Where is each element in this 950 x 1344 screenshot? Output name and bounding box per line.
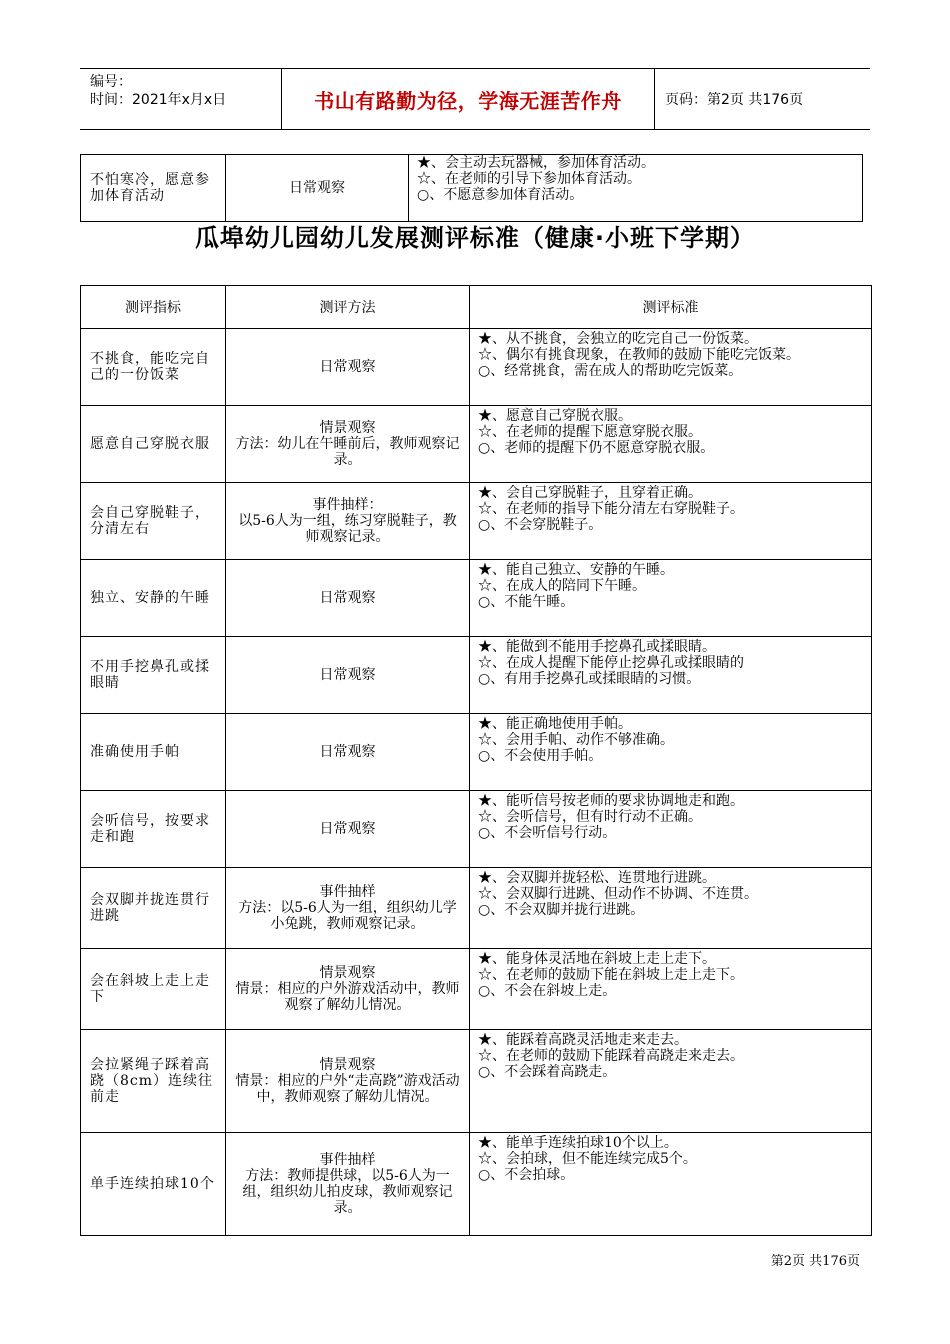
document-number-label: 编号： bbox=[90, 74, 132, 90]
table-row bbox=[81, 791, 872, 868]
table-row bbox=[81, 949, 872, 1030]
table-row bbox=[81, 406, 872, 483]
evaluation-table bbox=[80, 285, 872, 1236]
method-cell: 情景观察 情景：相应的户外游戏活动中，教师观察了解幼儿情况。 bbox=[226, 949, 470, 1030]
standard-line: ★、能自己独立、安静的午睡。 bbox=[478, 562, 674, 578]
table-row bbox=[81, 1133, 872, 1236]
page-footer: 第2页 共176页 bbox=[770, 1254, 860, 1269]
indicator-cell: 准确使用手帕 bbox=[81, 714, 226, 791]
indicator-cell: 单手连续拍球10个 bbox=[81, 1133, 226, 1236]
table-row bbox=[81, 637, 872, 714]
standard-line: ○、不会双脚并拢行进跳。 bbox=[478, 902, 645, 918]
table-row bbox=[81, 560, 872, 637]
standard-cell bbox=[470, 560, 872, 637]
table-row bbox=[81, 1030, 872, 1133]
indicator-cell: 会双脚并拢连贯行进跳 bbox=[81, 868, 226, 949]
standard-line: ○、不会拍球。 bbox=[478, 1167, 575, 1183]
indicator-cell: 会自己穿脱鞋子，分清左右 bbox=[81, 483, 226, 560]
standard-line: ★、能身体灵活地在斜坡上走上走下。 bbox=[478, 951, 716, 967]
standard-line: ☆、在老师的引导下参加体育活动。 bbox=[417, 171, 641, 187]
document-date-label: 时间：2021年x月x日 bbox=[90, 92, 227, 108]
standard-line: ○、不会穿脱鞋子。 bbox=[478, 517, 603, 533]
standard-line: ★、会主动去玩器械，参加体育活动。 bbox=[417, 155, 655, 171]
header-motto: 书山有路勤为径，学海无涯苦作舟 bbox=[314, 88, 622, 113]
standard-line: ★、能踩着高跷灵活地走来走去。 bbox=[478, 1032, 688, 1048]
standard-line: ☆、在老师的指导下能分清左右穿脱鞋子。 bbox=[478, 501, 744, 517]
method-cell: 日常观察 bbox=[226, 791, 470, 868]
standard-line: ☆、会双脚行进跳、但动作不协调、不连贯。 bbox=[478, 886, 758, 902]
standard-line: ★、会自己穿脱鞋子，且穿着正确。 bbox=[478, 485, 702, 501]
table-row bbox=[81, 483, 872, 560]
standard-line: ☆、在老师的鼓励下能在斜坡上走上走下。 bbox=[478, 967, 744, 983]
standard-line: ○、经常挑食，需在成人的帮助吃完饭菜。 bbox=[478, 363, 743, 379]
standard-cell bbox=[470, 949, 872, 1030]
header-divider bbox=[654, 69, 655, 129]
standard-line: ○、不愿意参加体育活动。 bbox=[417, 187, 584, 203]
table-row bbox=[81, 714, 872, 791]
standard-cell bbox=[470, 1133, 872, 1236]
standard-cell bbox=[470, 483, 872, 560]
page-header bbox=[80, 68, 870, 130]
standard-line: ★、能听信号按老师的要求协调地走和跑。 bbox=[478, 793, 744, 809]
method-cell: 事件抽样 方法：以5-6人为一组，组织幼儿学小兔跳，教师观察记录。 bbox=[226, 868, 470, 949]
standard-cell bbox=[470, 791, 872, 868]
standard-line: ☆、会用手帕、动作不够准确。 bbox=[478, 732, 674, 748]
method-cell: 日常观察 bbox=[226, 155, 409, 222]
standard-line: ○、不会踩着高跷走。 bbox=[478, 1064, 617, 1080]
indicator-cell: 愿意自己穿脱衣服 bbox=[81, 406, 226, 483]
indicator-cell: 不用手挖鼻孔或揉眼睛 bbox=[81, 637, 226, 714]
standard-line: ☆、会拍球，但不能连续完成5个。 bbox=[478, 1151, 697, 1167]
indicator-cell: 会听信号，按要求走和跑 bbox=[81, 791, 226, 868]
column-header: 测评指标 bbox=[81, 286, 226, 329]
standard-line: ★、能做到不能用手挖鼻孔或揉眼睛。 bbox=[478, 639, 716, 655]
table-row bbox=[81, 868, 872, 949]
method-cell: 日常观察 bbox=[226, 329, 470, 406]
table-header-row bbox=[81, 286, 872, 329]
standard-line: ○、老师的提醒下仍不愿意穿脱衣服。 bbox=[478, 440, 715, 456]
standard-line: ☆、在成人的陪同下午睡。 bbox=[478, 578, 646, 594]
standard-line: ★、从不挑食，会独立的吃完自己一份饭菜。 bbox=[478, 331, 758, 347]
method-cell: 情景观察 方法：幼儿在午睡前后，教师观察记录。 bbox=[226, 406, 470, 483]
standard-cell bbox=[470, 1030, 872, 1133]
standard-cell bbox=[470, 868, 872, 949]
continuation-table bbox=[80, 154, 863, 222]
standard-line: ☆、在老师的鼓励下能踩着高跷走来走去。 bbox=[478, 1048, 744, 1064]
table-row bbox=[81, 155, 863, 222]
standard-line: ★、会双脚并拢轻松、连贯地行进跳。 bbox=[478, 870, 716, 886]
standard-line: ★、愿意自己穿脱衣服。 bbox=[478, 408, 632, 424]
indicator-cell: 不挑食，能吃完自己的一份饭菜 bbox=[81, 329, 226, 406]
header-page-number: 页码：第2页 共176页 bbox=[665, 92, 804, 108]
method-cell: 日常观察 bbox=[226, 637, 470, 714]
method-cell: 事件抽样 方法：教师提供球，以5-6人为一组，组织幼儿拍皮球，教师观察记录。 bbox=[226, 1133, 470, 1236]
standard-line: ☆、在老师的提醒下愿意穿脱衣服。 bbox=[478, 424, 702, 440]
standard-line: ☆、在成人提醒下能停止挖鼻孔或揉眼睛的 bbox=[478, 655, 744, 671]
standard-cell bbox=[470, 714, 872, 791]
standard-line: ○、有用手挖鼻孔或揉眼睛的习惯。 bbox=[478, 671, 701, 687]
table-row bbox=[81, 329, 872, 406]
standard-line: ★、能正确地使用手帕。 bbox=[478, 716, 632, 732]
column-header: 测评方法 bbox=[226, 286, 470, 329]
column-header: 测评标准 bbox=[470, 286, 872, 329]
standard-line: ○、不会听信号行动。 bbox=[478, 825, 617, 841]
indicator-cell: 会在斜坡上走上走下 bbox=[81, 949, 226, 1030]
standard-cell bbox=[470, 637, 872, 714]
standard-cell bbox=[470, 329, 872, 406]
indicator-cell: 独立、安静的午睡 bbox=[81, 560, 226, 637]
header-meta bbox=[90, 73, 280, 109]
standard-cell bbox=[470, 406, 872, 483]
standard-line: ☆、偶尔有挑食现象，在教师的鼓励下能吃完饭菜。 bbox=[478, 347, 800, 363]
standard-line: ☆、会听信号，但有时行动不正确。 bbox=[478, 809, 702, 825]
standard-line: ○、不会在斜坡上走。 bbox=[478, 983, 617, 999]
method-cell: 事件抽样： 以5-6人为一组，练习穿脱鞋子，教师观察记录。 bbox=[226, 483, 470, 560]
page-title: 瓜埠幼儿园幼儿发展测评标准（健康·小班下学期） bbox=[194, 224, 756, 252]
indicator-cell: 会拉紧绳子踩着高跷（8cm）连续往前走 bbox=[81, 1030, 226, 1133]
standard-line: ○、不会使用手帕。 bbox=[478, 748, 603, 764]
method-cell: 日常观察 bbox=[226, 560, 470, 637]
standard-cell bbox=[409, 155, 863, 222]
method-cell: 日常观察 bbox=[226, 714, 470, 791]
standard-line: ○、不能午睡。 bbox=[478, 594, 575, 610]
method-cell: 情景观察 情景：相应的户外“走高跷”游戏活动中，教师观察了解幼儿情况。 bbox=[226, 1030, 470, 1133]
standard-line: ★、能单手连续拍球10个以上。 bbox=[478, 1135, 678, 1151]
indicator-cell: 不怕寒冷，愿意参加体育活动 bbox=[81, 155, 226, 222]
